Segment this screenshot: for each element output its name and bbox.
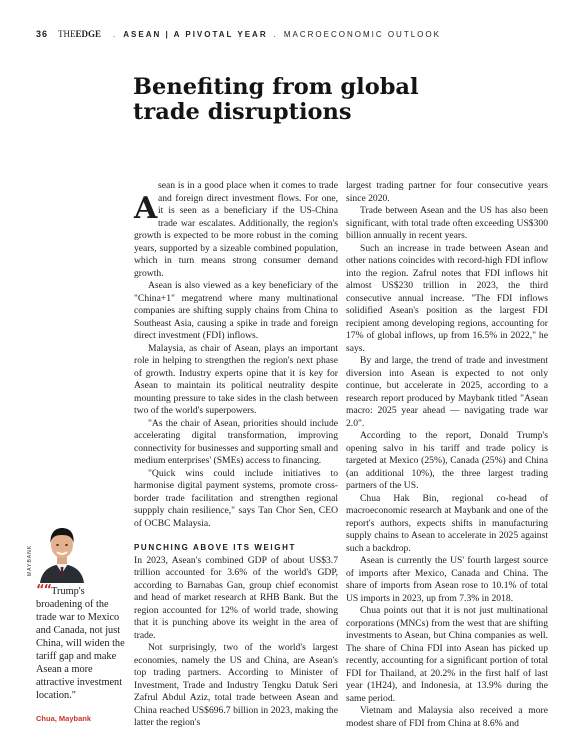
paragraph: Such an increase in trade between Asean and other nations coincides with record-high FDI inflow into the region. Zafrul notes that FDI inflows hit almost US$230 trillion in 2023, the third consecutive annual increase. "The FDI inflows solidified Asean's position as the largest FDI recipient among developing regions, accounting for 17% of global inflows, up from 16.5% in 2022," he says. [346, 242, 548, 354]
section-subhead: PUNCHING ABOVE ITS WEIGHT [134, 543, 296, 552]
paragraph: "Quick wins could include initiatives to harmonise digital payment systems, promote cross-border trade facilitation and strengthen regional suppply chain resilience," says Tan Chor Sen, CEO of OCBC Malaysia. [134, 467, 338, 529]
publication-logo [58, 29, 101, 39]
paragraph-text: sean is in a good place when it comes to trade and foreign direct investment flows. For one, it is seen as a beneficiary if the US-China trade war escalates. Additionally, the region's growth is expected to be more robust in the coming years, supported by a sizeable combined population, which in turn means strong consumer demand growth. [134, 180, 338, 279]
paragraph: Asean is also viewed as a key beneficiary of the "China+1" megatrend where many multinational companies are shifting supply chains from China to Southeast Asia, causing a spike in trade and foreign direct investment (FDI) inflows. [134, 280, 338, 341]
paragraph: Malaysia, as chair of Asean, plays an important role in helping to strengthen the region's next phase of growth. Industry experts opine that it is key for Asean to maintain its political neutrality despite mounting pressure to take sides in the clash between two of the world's superpowers. [134, 342, 338, 416]
paragraph: largest trading partner for four consecutive years since 2020. [346, 180, 548, 204]
pull-quote-text: Trump's broadening of the trade war to Mexico and Canada, not just China, will widen the tariff gap and make Asean a more attractive investment location." [36, 586, 125, 701]
article-column-2 [346, 180, 548, 730]
paragraph: By and large, the trend of trade and investment diversion into Asean is expected to not only continue, but accelerate in 2025, according to a research report produced by Maybank titled "Asean macro: 2025 year ahead — navigating trade war 2.0". [346, 355, 548, 429]
brand-name: EDGE [75, 29, 102, 39]
paragraph: In 2023, Asean's combined GDP of about US$3.7 trillion accounted for 3.6% of the world's GDP, according to Barnabas Gan, group chief economist and head of market research at RHB Bank. But the region accounted for 12% of world trade, showing that it is punching above its weight in the area of trade. [134, 554, 338, 641]
pull-quote [36, 584, 128, 702]
paragraph: Trade between Asean and the US has also been significant, with total trade often exceeding US$300 billion annually in recent years. [346, 205, 548, 241]
photo-credit: MAYBANK [27, 544, 33, 576]
paragraph: Vietnam and Malaysia also received a more modest share of FDI from China at 8.6% and [346, 705, 548, 729]
brand-prefix: THE [58, 29, 76, 39]
quote-mark-icon: ““ [36, 583, 52, 598]
paragraph [134, 180, 338, 280]
category-name: MACROECONOMIC OUTLOOK [283, 29, 441, 39]
header-dot: . [113, 29, 118, 39]
article-headline: Benefiting from global trade disruptions [133, 74, 419, 125]
portrait-photo [36, 523, 88, 583]
paragraph: "As the chair of Asean, priorities should include accelerating digital transformation, improving connectivity for businesses and supporting small and medium enterprises' (SMEs) access to financing. [134, 417, 338, 466]
paragraph: Chua points out that it is not just multinational corporations (MNCs) from the west that are shifting investments to Asean, but China companies as well. The share of China FDI into Asean has picked up recently, accounting for a significant portion of total FDI for Thailand, at 20.2% in the first half of last year (1H24), and Indonesia, at 13.9% during the same period. [346, 605, 548, 704]
portrait-image [36, 523, 88, 583]
paragraph: According to the report, Donald Trump's opening salvo in his tariff and trade policy is targeted at Mexico (25%), Canada (25%) and China (an additional 10%), the three largest trading partners of the US. [346, 430, 548, 491]
drop-cap: A [134, 191, 158, 226]
paragraph: Asean is currently the US' fourth largest source of imports after Mexico, Canada and China. The share of imports from Asean rose to 10.1% of total US imports in 2023, up from 7.3% in 2018. [346, 555, 548, 604]
article-column-1 [134, 180, 338, 730]
paragraph: Chua Hak Bin, regional co-head of macroeconomic research at Maybank and one of the report's authors, expects shifts in manufacturing supply chains to Asean to accelerate in 2025 against such a backdrop. [346, 492, 548, 554]
page-number: 36 [36, 29, 49, 39]
page-header [36, 28, 441, 40]
header-dot: . [273, 29, 278, 39]
paragraph: Not surprisingly, two of the world's largest economies, namely the US and China, are Asean's top trading partners. According to Minister of Investment, Trade and Industry Tengku Datuk Seri Zafrul Abdul Aziz, total trade between Asean and China reached US$696.7 billion in 2023, making the latter the region's [134, 642, 338, 728]
quote-attribution: Chua, Maybank [36, 714, 92, 723]
section-name: ASEAN | A PIVOTAL YEAR [123, 29, 268, 39]
